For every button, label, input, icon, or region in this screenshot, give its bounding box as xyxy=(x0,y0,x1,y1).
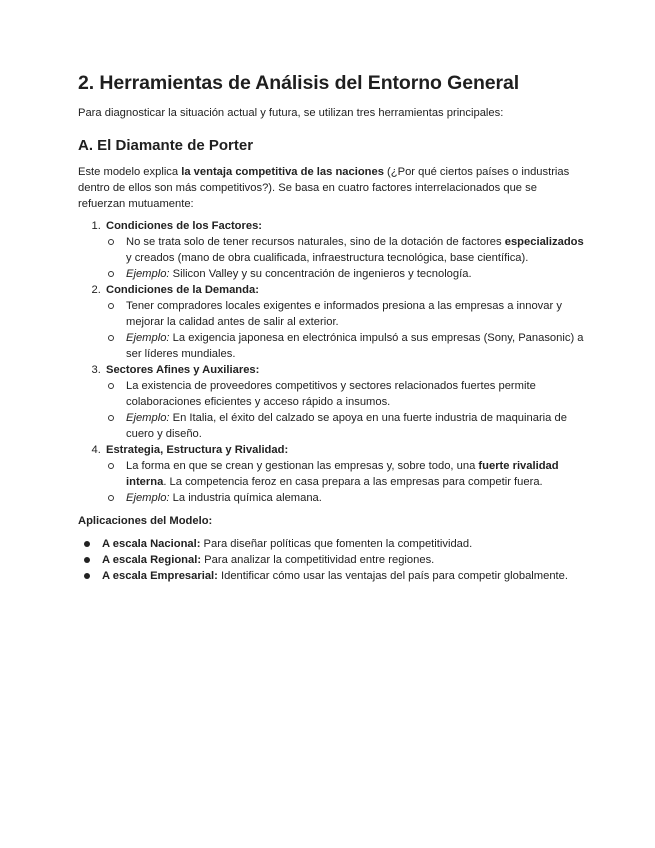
factor-example xyxy=(126,410,585,442)
factors-list xyxy=(78,218,585,506)
page-title: 2. Herramientas de Análisis del Entorno General xyxy=(78,72,520,94)
factor-bullet-text: La forma en que se crean y gestionan las empresas y, sobre todo, una xyxy=(126,460,479,472)
intro-paragraph: Para diagnosticar la situación actual y futura, se utilizan tres herramientas principales: xyxy=(78,107,504,119)
factor-bullet xyxy=(126,458,585,490)
hollow-bullet-icon xyxy=(108,335,114,341)
factor-item xyxy=(104,362,585,442)
example-text: La industria química alemana. xyxy=(169,492,322,504)
factor-example xyxy=(126,490,585,506)
example-text: En Italia, el éxito del calzado se apoya en una fuerte industria de maquinaria de cuero y diseño. xyxy=(126,412,567,440)
example-text: La exigencia japonesa en electrónica impulsó a sus empresas (Sony, Panasonic) a ser líderes mundiales. xyxy=(126,332,584,360)
factor-bullet-text: No se trata solo de tener recursos naturales, sino de la dotación de factores xyxy=(126,236,505,248)
application-label: A escala Empresarial: xyxy=(102,570,218,582)
factor-bullet xyxy=(126,378,585,410)
example-label: Ejemplo: xyxy=(126,412,170,424)
factor-title: Estrategia, Estructura y Rivalidad: xyxy=(106,444,289,456)
application-item xyxy=(102,552,585,568)
section-heading: A. El Diamante de Porter xyxy=(78,137,254,154)
factor-bullets xyxy=(106,378,585,442)
application-label: A escala Regional: xyxy=(102,554,202,566)
hollow-bullet-icon xyxy=(108,415,114,421)
application-text: Identificar cómo usar las ventajas del país para competir globalmente. xyxy=(217,570,568,582)
section-paragraph-text-end: (¿Por qué ciertos países o industrias dentro de ellos son más competitivos?). Se basa en cuatro factores interrelacionados que se refuerzan mutuamente: xyxy=(78,166,570,210)
factor-bullet-bold: fuerte rivalidad interna xyxy=(126,460,559,488)
section-paragraph-text: Este modelo explica xyxy=(78,166,182,178)
factor-bullets xyxy=(106,298,585,362)
factor-bullet-text: Tener compradores locales exigentes e informados presiona a las empresas a innovar y mejorar la calidad antes de salir al exterior. xyxy=(126,300,562,328)
factor-bullet xyxy=(126,298,585,330)
applications-list xyxy=(78,536,585,584)
factor-example xyxy=(126,330,585,362)
example-label: Ejemplo: xyxy=(126,332,170,344)
application-item xyxy=(102,568,585,584)
application-text: Para analizar la competitividad entre regiones. xyxy=(201,554,435,566)
factor-item xyxy=(104,282,585,362)
factor-example xyxy=(126,266,585,282)
factor-title: Condiciones de los Factores: xyxy=(106,220,263,232)
application-label: A escala Nacional: xyxy=(102,538,201,550)
factor-bullet-text-end: . La competencia feroz en casa prepara a las empresas para competir fuera. xyxy=(163,476,543,488)
application-item xyxy=(102,536,585,552)
factor-bullet-bold: especializados xyxy=(504,236,584,248)
factor-bullets xyxy=(106,458,585,506)
example-label: Ejemplo: xyxy=(126,492,170,504)
factor-bullet-text: La existencia de proveedores competitivos y sectores relacionados fuertes permite colaboraciones eficientes y acceso rápido a insumos. xyxy=(126,380,536,408)
hollow-bullet-icon xyxy=(108,495,114,501)
hollow-bullet-icon xyxy=(108,303,114,309)
bullet-icon xyxy=(84,541,90,547)
factor-title: Condiciones de la Demanda: xyxy=(106,284,259,296)
factor-title: Sectores Afines y Auxiliares: xyxy=(106,364,260,376)
factor-bullets xyxy=(106,234,585,282)
hollow-bullet-icon xyxy=(108,463,114,469)
bullet-icon xyxy=(84,557,90,563)
factor-item xyxy=(104,442,585,506)
hollow-bullet-icon xyxy=(108,271,114,277)
hollow-bullet-icon xyxy=(108,239,114,245)
section-paragraph xyxy=(78,164,585,212)
hollow-bullet-icon xyxy=(108,383,114,389)
application-text: Para diseñar políticas que fomenten la competitividad. xyxy=(200,538,473,550)
example-text: Silicon Valley y su concentración de ingenieros y tecnología. xyxy=(169,268,472,280)
factor-bullet xyxy=(126,234,585,266)
section-paragraph-bold: la ventaja competitiva de las naciones xyxy=(181,166,384,178)
factor-bullet-text-end: y creados (mano de obra cualificada, infraestructura tecnológica, base científica). xyxy=(126,252,529,264)
factor-item xyxy=(104,218,585,282)
example-label: Ejemplo: xyxy=(126,268,170,280)
bullet-icon xyxy=(84,573,90,579)
applications-title: Aplicaciones del Modelo: xyxy=(78,515,213,527)
